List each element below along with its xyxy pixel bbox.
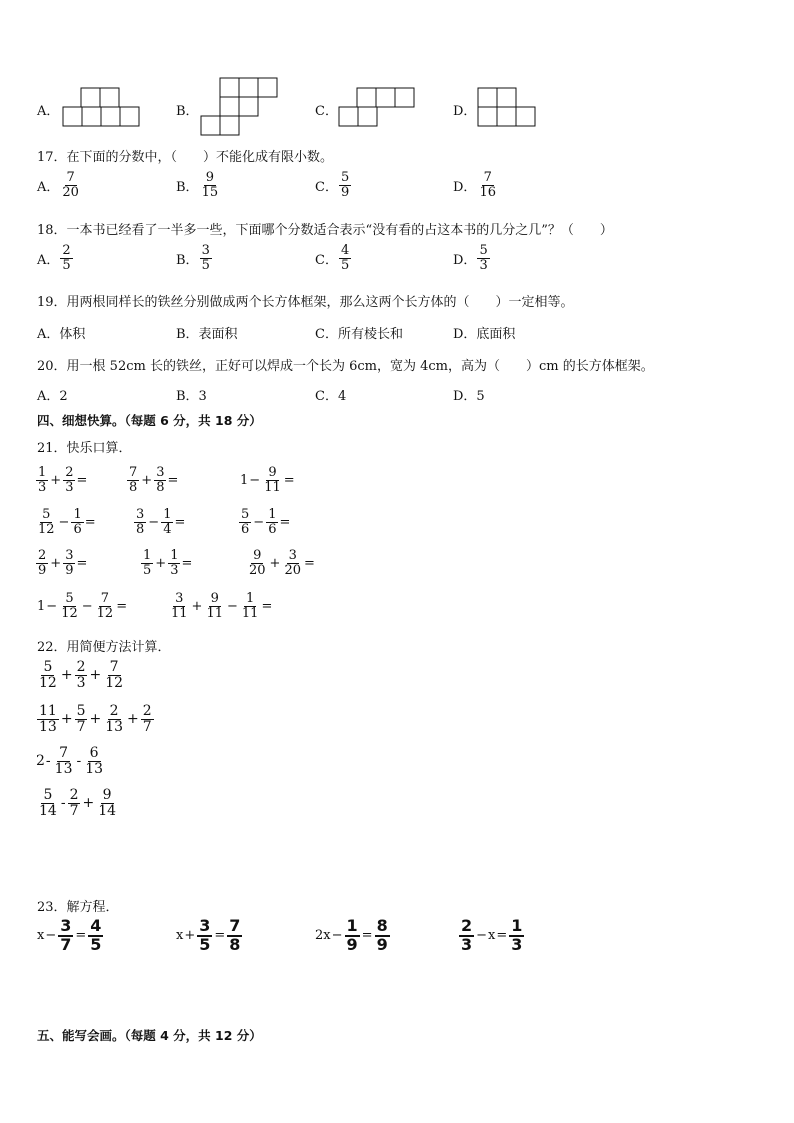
fraction: $\frac{7}{20}$ (62, 170, 79, 200)
q19-option-d[interactable]: D．底面积 (453, 327, 516, 342)
net-figure-b (200, 77, 278, 137)
q19-option-c[interactable]: C．所有棱长和 (315, 327, 403, 342)
q16-option-c-label: C． (315, 104, 338, 119)
section-5-title: 五、能写会画。（每题 4 分，共 12 分） (37, 1028, 262, 1043)
mental-math-item: 1 − $\frac{9}{11}$ = (240, 465, 295, 495)
equation-4: $\frac{2}{3}$ − x = $\frac{1}{3}$ (461, 916, 523, 954)
q21-stem: 21．快乐口算． (37, 441, 132, 456)
mental-math-item: $\frac{1}{3}$ + $\frac{2}{3}$ = (38, 465, 88, 495)
mental-math-item: $\frac{9}{20}$ + $\frac{3}{20}$ = (249, 548, 315, 578)
mental-math-item: $\frac{3}{11}$ + $\frac{9}{11}$ − $\frac{1}{11}$ = (171, 591, 273, 621)
net-figure-c (338, 87, 416, 127)
q19-option-a[interactable]: A．体积 (37, 327, 86, 342)
q17-option-a[interactable]: A． $\frac{7}{20}$ (37, 170, 79, 200)
mental-math-item: $\frac{3}{8}$ − $\frac{1}{4}$ = (136, 507, 186, 537)
q17-option-c[interactable]: C． $\frac{5}{9}$ (315, 170, 350, 200)
fraction: $\frac{4}{5}$ (340, 243, 350, 273)
q17-option-b[interactable]: B． $\frac{9}{15}$ (176, 170, 219, 200)
fraction: $\frac{5}{9}$ (340, 170, 350, 200)
net-figure-a (62, 87, 140, 127)
simplify-expression-1: $\frac{5}{12}$ + $\frac{2}{3}$ + $\frac{7}{12}$ (39, 659, 124, 691)
q16-option-a-label: A． (37, 104, 60, 119)
equation-3: 2x − $\frac{1}{9}$ = $\frac{8}{9}$ (315, 916, 388, 954)
fraction: $\frac{3}{5}$ (201, 243, 210, 273)
section-4-title: 四、细想快算。（每题 6 分，共 18 分） (37, 413, 262, 428)
mental-math-item: $\frac{1}{5}$ + $\frac{1}{3}$ = (143, 548, 193, 578)
q20-option-a[interactable]: A．2 (37, 389, 68, 404)
fraction: $\frac{7}{16}$ (479, 170, 496, 200)
simplify-expression-2: $\frac{11}{13}$ + $\frac{5}{7}$ + $\frac{2}{13}$ + $\frac{2}{7}$ (39, 703, 152, 735)
q19-stem: 19．用两根同样长的铁丝分别做成两个长方体框架，那么这两个长方体的（ ）一定相等。 (37, 295, 574, 310)
mental-math-item: $\frac{7}{8}$ + $\frac{3}{8}$ = (129, 465, 179, 495)
q18-stem: 18．一本书已经看了一半多一些，下面哪个分数适合表示“没有看的占这本书的几分之几”？（ ） (37, 223, 613, 238)
equation-2: x + $\frac{3}{5}$ = $\frac{7}{8}$ (176, 916, 241, 954)
q20-option-b[interactable]: B．3 (176, 389, 207, 404)
simplify-expression-4: $\frac{5}{14}$ - $\frac{2}{7}$ + $\frac{9}{14}$ (39, 787, 117, 819)
q20-stem: 20．用一根 52cm 长的铁丝，正好可以焊成一个长为 6cm，宽为 4cm，高为（ ）cm 的长方体框架。 (37, 359, 654, 374)
q19-option-b[interactable]: B．表面积 (176, 327, 238, 342)
simplify-expression-3: 2 - $\frac{7}{13}$ - $\frac{6}{13}$ (36, 745, 104, 777)
mental-math-item: $\frac{2}{9}$ + $\frac{3}{9}$ = (38, 548, 88, 578)
q18-option-d[interactable]: D． $\frac{5}{3}$ (453, 243, 488, 273)
q17-option-d[interactable]: D． $\frac{7}{16}$ (453, 170, 496, 200)
q18-option-a[interactable]: A． $\frac{2}{5}$ (37, 243, 71, 273)
q16-option-b-label: B． (176, 104, 199, 119)
q17-stem: 17．在下面的分数中，（ ）不能化成有限小数。 (37, 150, 334, 165)
q16-option-d-label: D． (453, 104, 477, 119)
fraction: $\frac{9}{15}$ (201, 170, 219, 200)
fraction: $\frac{5}{3}$ (479, 243, 488, 273)
fraction: $\frac{2}{5}$ (62, 243, 71, 273)
q22-stem: 22．用简便方法计算． (37, 640, 171, 655)
q18-option-c[interactable]: C． $\frac{4}{5}$ (315, 243, 350, 273)
q23-stem: 23．解方程． (37, 900, 119, 915)
q20-option-d[interactable]: D．5 (453, 389, 485, 404)
mental-math-item: $\frac{5}{6}$ − $\frac{1}{6}$ = (241, 507, 291, 537)
equation-1: x − $\frac{3}{7}$ = $\frac{4}{5}$ (37, 916, 102, 954)
q20-option-c[interactable]: C．4 (315, 389, 347, 404)
mental-math-item: 1 − $\frac{5}{12}$ − $\frac{7}{12}$ = (37, 591, 128, 621)
q18-option-b[interactable]: B． $\frac{3}{5}$ (176, 243, 210, 273)
mental-math-item: $\frac{5}{12}$ − $\frac{1}{6}$ = (38, 507, 96, 537)
net-figure-d (477, 87, 537, 127)
